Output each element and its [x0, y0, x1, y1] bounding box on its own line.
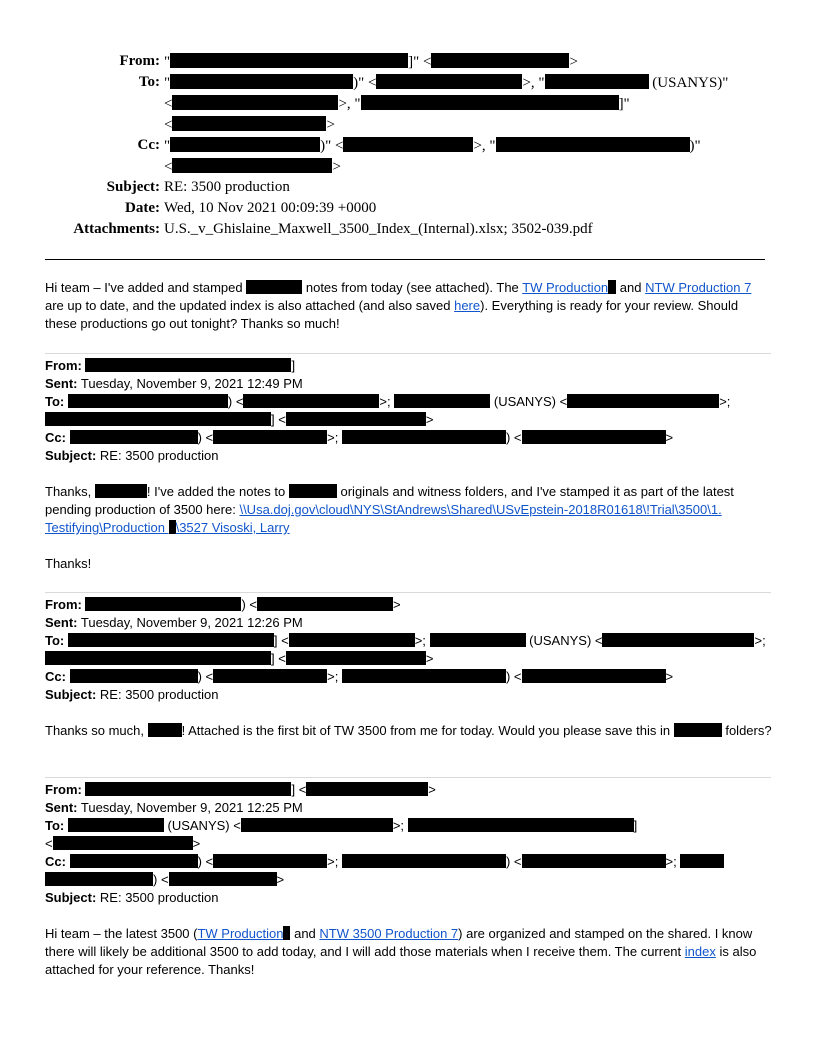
header-subject-row — [0, 178, 816, 199]
shared-folder-link[interactable]: \\Usa.doj.gov\cloud\NYS\StAndrews\Shared\USvEpstein-2018R01618\!Trial\3500\1. Testifying\Production \3527 Visoski, Larry — [45, 502, 722, 535]
message-header: From: " ]" < > To: " )" < >, " (USANYS)" < >, " ]" < > Cc: " )" < >, " )" < > Subject: RE: 3500 production Date: Wed, 10 Nov 2021 00:09:39 +0000 Attachments: U.S._v_Ghislaine_Maxwell_3500_Index_(Internal).xlsx; 3502-039.pdf — [0, 52, 816, 241]
redaction — [394, 394, 490, 408]
redaction — [170, 53, 408, 68]
redaction — [283, 926, 290, 940]
redaction — [289, 633, 415, 647]
attachments-label: Attachments: — [73, 221, 160, 237]
redaction — [169, 520, 176, 534]
tw-production-link[interactable]: TW Production — [197, 926, 284, 941]
redaction — [70, 430, 198, 444]
redaction — [45, 651, 271, 665]
redaction — [342, 430, 506, 444]
header-from-row: From: " ]" < > — [119, 53, 578, 70]
redaction — [85, 782, 291, 796]
header-attachments-row — [0, 220, 816, 241]
redaction — [522, 669, 666, 683]
attachments-value: U.S._v_Ghislaine_Maxwell_3500_Index_(Internal).xlsx; 3502-039.pdf — [164, 221, 593, 237]
redaction — [567, 394, 719, 408]
redaction — [213, 669, 327, 683]
subject-label: Subject: — [106, 179, 160, 195]
redaction — [680, 854, 724, 868]
redaction — [376, 74, 522, 89]
redaction — [522, 430, 666, 444]
redaction — [286, 651, 426, 665]
email2-body: Thanks, ! I've added the notes to originals and witness folders, and I've stamped it as part of the latest pending production of 3500 here: \\Usa.doj.gov\cloud\NYS\StAndrews\Shared\USvEpstein-2018R01618\!Trial\3500\1. Testifying\Production \3527 Visoski, Larry — [45, 484, 734, 535]
redaction — [169, 872, 277, 886]
message-separator — [45, 353, 771, 354]
redaction — [213, 430, 327, 444]
date-value: Wed, 10 Nov 2021 00:09:39 +0000 — [164, 200, 377, 216]
subject-value: RE: 3500 production — [164, 179, 290, 195]
redaction — [68, 633, 274, 647]
redaction — [431, 53, 569, 68]
redaction — [53, 836, 193, 850]
redaction — [45, 872, 153, 886]
date-label: Date: — [125, 200, 160, 216]
redaction — [85, 358, 291, 372]
redaction — [172, 158, 332, 173]
message-separator — [45, 592, 771, 593]
redaction — [148, 723, 182, 737]
email4-body: Hi team – the latest 3500 (TW Production and NTW 3500 Production 7) are organized and stamped on the shared. I know there will likely be additional 3500 to add today, and I will add those materials when I receive them. The current index is also attached for your reference. Thanks! — [45, 926, 757, 977]
redaction — [257, 597, 393, 611]
redaction — [408, 818, 634, 832]
cc-label: Cc: — [137, 137, 160, 153]
redaction — [243, 394, 379, 408]
header-cc-row: Cc: " )" < >, " )" — [137, 137, 701, 154]
redaction — [68, 818, 164, 832]
redaction — [172, 95, 338, 110]
redaction — [342, 669, 506, 683]
redaction — [170, 74, 353, 89]
redaction — [602, 633, 754, 647]
redaction — [343, 137, 473, 152]
index-link[interactable]: index — [684, 944, 716, 959]
message-body: Hi team – I've added and stamped notes from today (see attached). The TW Production and NTW Production 7 are up to date, and the updated index is also attached (and also saved here). Everything is ready for your review. Should these productions go out tonight? Thanks so much! — [45, 280, 752, 331]
ntw-production-7-link[interactable]: NTW Production 7 — [645, 280, 752, 295]
header-date-row — [0, 199, 816, 220]
redaction — [70, 854, 198, 868]
message-separator — [45, 777, 771, 778]
here-link[interactable]: here — [454, 298, 481, 313]
redaction — [289, 484, 337, 498]
tw-production-link[interactable]: TW Production — [522, 280, 609, 295]
redaction — [70, 669, 198, 683]
redaction — [608, 280, 616, 294]
redaction — [361, 95, 619, 110]
from-label: From: — [119, 53, 160, 69]
redaction — [45, 412, 271, 426]
redaction — [213, 854, 327, 868]
redaction — [246, 280, 302, 294]
redaction — [172, 116, 326, 131]
redaction — [286, 412, 426, 426]
redaction — [496, 137, 690, 152]
to-label: To: — [138, 74, 160, 90]
redaction — [68, 394, 228, 408]
redaction — [85, 597, 241, 611]
redaction — [522, 854, 666, 868]
redaction — [95, 484, 147, 498]
redaction — [342, 854, 506, 868]
redaction — [241, 818, 393, 832]
redaction — [674, 723, 722, 737]
header-divider — [45, 259, 765, 260]
redaction — [545, 74, 649, 89]
ntw-3500-production-7-link[interactable]: NTW 3500 Production 7 — [319, 926, 459, 941]
redaction — [170, 137, 320, 152]
header-to-row: To: " )" < >, " (USANYS)" — [138, 74, 729, 91]
email3-body: Thanks so much, ! Attached is the first bit of TW 3500 from me for today. Would you please save this in folders? — [45, 723, 772, 738]
redaction — [430, 633, 526, 647]
redaction — [306, 782, 428, 796]
